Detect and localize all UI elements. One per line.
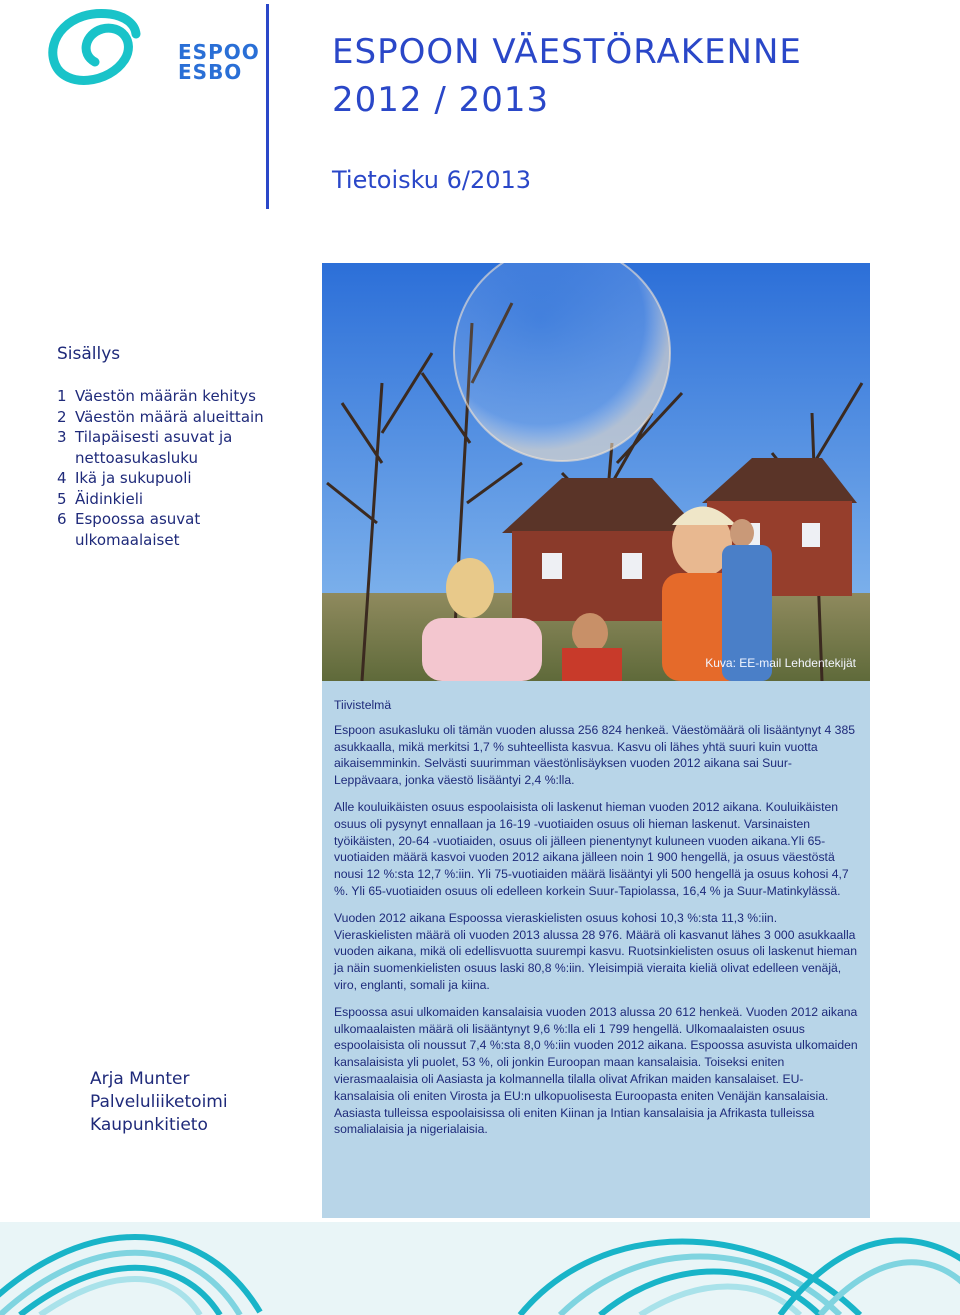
toc-item-text: Tilapäisesti asuvat ja nettoasukasluku (75, 428, 233, 467)
footer-wave-graphic (0, 1222, 960, 1315)
summary-box (322, 681, 870, 1218)
toc-item-text: Ikä ja sukupuoli (75, 469, 192, 487)
author-block (90, 1068, 228, 1137)
toc-item-text: Äidinkieli (75, 489, 144, 508)
toc-item (57, 407, 275, 428)
title-line-2: 2012 / 2013 (332, 80, 550, 120)
toc-item-text: Väestön määrän kehitys (75, 387, 256, 405)
summary-heading: Tiivistelmä (334, 698, 392, 712)
toc-item-number: 6 (57, 510, 67, 528)
logo-wordmark: ESPOO ESBO (178, 40, 260, 84)
espoo-logo (40, 4, 260, 94)
toc-item (57, 509, 275, 550)
toc-item (57, 386, 275, 407)
author-name: Arja Munter (90, 1069, 190, 1089)
toc-item-number: 1 (57, 387, 67, 405)
header-divider (266, 4, 269, 209)
summary-paragraph: Alle kouluikäisten osuus espoolaisista oli laskenut hieman vuoden 2012 aikana. Kouluikäisten osuus oli pysynyt ennallaan ja 16-19 -vuotiaiden osuus oli hieman laskenut. Varsinaisten työikäisten, 20-64 -vuotiaiden, osuus oli jälleen pienentynyt kuluneen vuoden aikana.Yli 65-vuotiaiden määrä kasvoi vuoden 2012 aikana jälleen noin 1 900 hengellä, ja osuus väestöstä nousi 12 %:sta 12,7 %:iin. Yli 75-vuotiaiden määrä lisääntyi yli 500 hengellä ja osuus kohosi 4,7 %. Yli 65-vuotiaiden osuus oli edelleen korkein Suur-Tapiolassa, 16,4 % ja Suur-Matinkylässä. (334, 799, 849, 898)
toc-item-number: 3 (57, 428, 67, 446)
toc-list (57, 386, 275, 550)
author-unit: Palveluliiketoimi (90, 1092, 228, 1112)
toc-item-number: 4 (57, 469, 67, 487)
photo-credit: Kuva: EE-mail Lehdentekijät (705, 656, 856, 670)
toc-heading: Sisällys (57, 344, 121, 364)
summary-paragraph: Espoon asukasluku oli tämän vuoden alussa 256 824 henkeä. Väestömäärä oli lisääntynyt 4 385 asukkaalla, mikä merkitsi 1,7 % suhteellista kasvua. Kasvu oli lähes yhtä suuri kuin vuotta aikaisemminkin. Selvästi suurimman väestönlisäyksen vuoden 2012 aikana sai Suur-Leppävaara, jonka väestö lisääntyi 2,4 %:lla. (334, 722, 856, 788)
toc-item-text: Espoossa asuvat ulkomaalaiset (75, 510, 201, 549)
photo-bubble (454, 263, 670, 461)
page-subtitle: Tietoisku 6/2013 (332, 166, 532, 194)
toc-item (57, 427, 275, 468)
summary-paragraph: Vuoden 2012 aikana Espoossa vieraskielisten osuus kohosi 10,3 %:sta 11,3 %:iin. Vieraskielisten määrä oli vuoden 2013 alussa 28 976. Määrä oli kasvanut lähes 3 000 asukkaalla vuoden aikana, mikä oli edellisvuotta suurempi kasvu. Ruotsinkielisten osuus oli laskenut hieman ja näin suomenkielisten osuus laski 80,8 %:iin. Yleisimpiä vieraita kieliä olivat edelleen venäjä, viro, englanti, somali ja kiina. (334, 910, 857, 992)
photo-illustration (322, 263, 870, 681)
title-line-1: ESPOON VÄESTÖRAKENNE (332, 32, 802, 72)
toc-item-number: 2 (57, 407, 67, 426)
footer-wave-decoration (0, 1222, 960, 1315)
toc-item (57, 489, 275, 510)
toc-item-number: 5 (57, 489, 67, 508)
cover-photo (322, 263, 870, 681)
toc-item-text: Väestön määrä alueittain (75, 407, 264, 426)
toc-item (57, 468, 275, 489)
summary-paragraph: Espoossa asui ulkomaiden kansalaisia vuoden 2013 alussa 20 612 henkeä. Vuoden 2012 aikana ulkomaalaisten määrä oli lisääntynyt 9,6 %:lla eli 1 799 hengellä. Ulkomaalaisten osuus espoolaisista oli noussut 7,4 %:sta 8,0 %:iin vuoden 2012 aikana. Espoossa asuvista ulkomaiden kansalaisista yli puolet, 53 %, oli jonkin Euroopan maan kansalaisia. Toiseksi eniten vierasmaalaisia oli Aasiasta ja kolmannella tilalla olivat Afrikan maiden kansalaiset. EU-kansalaisia oli eniten Virosta ja EU:n ulkopuolisesta Euroopasta eniten Venäjän kansalaisia. Aasiasta tulleissa espoolaisissa oli eniten Kiinan ja Intian kansalaisia ja Afrikasta tulleissa somalialaisia ja nigerialaisia. (334, 1004, 858, 1137)
author-department: Kaupunkitieto (90, 1115, 208, 1135)
page-title (332, 28, 802, 124)
logo-swirl-icon (40, 4, 170, 94)
